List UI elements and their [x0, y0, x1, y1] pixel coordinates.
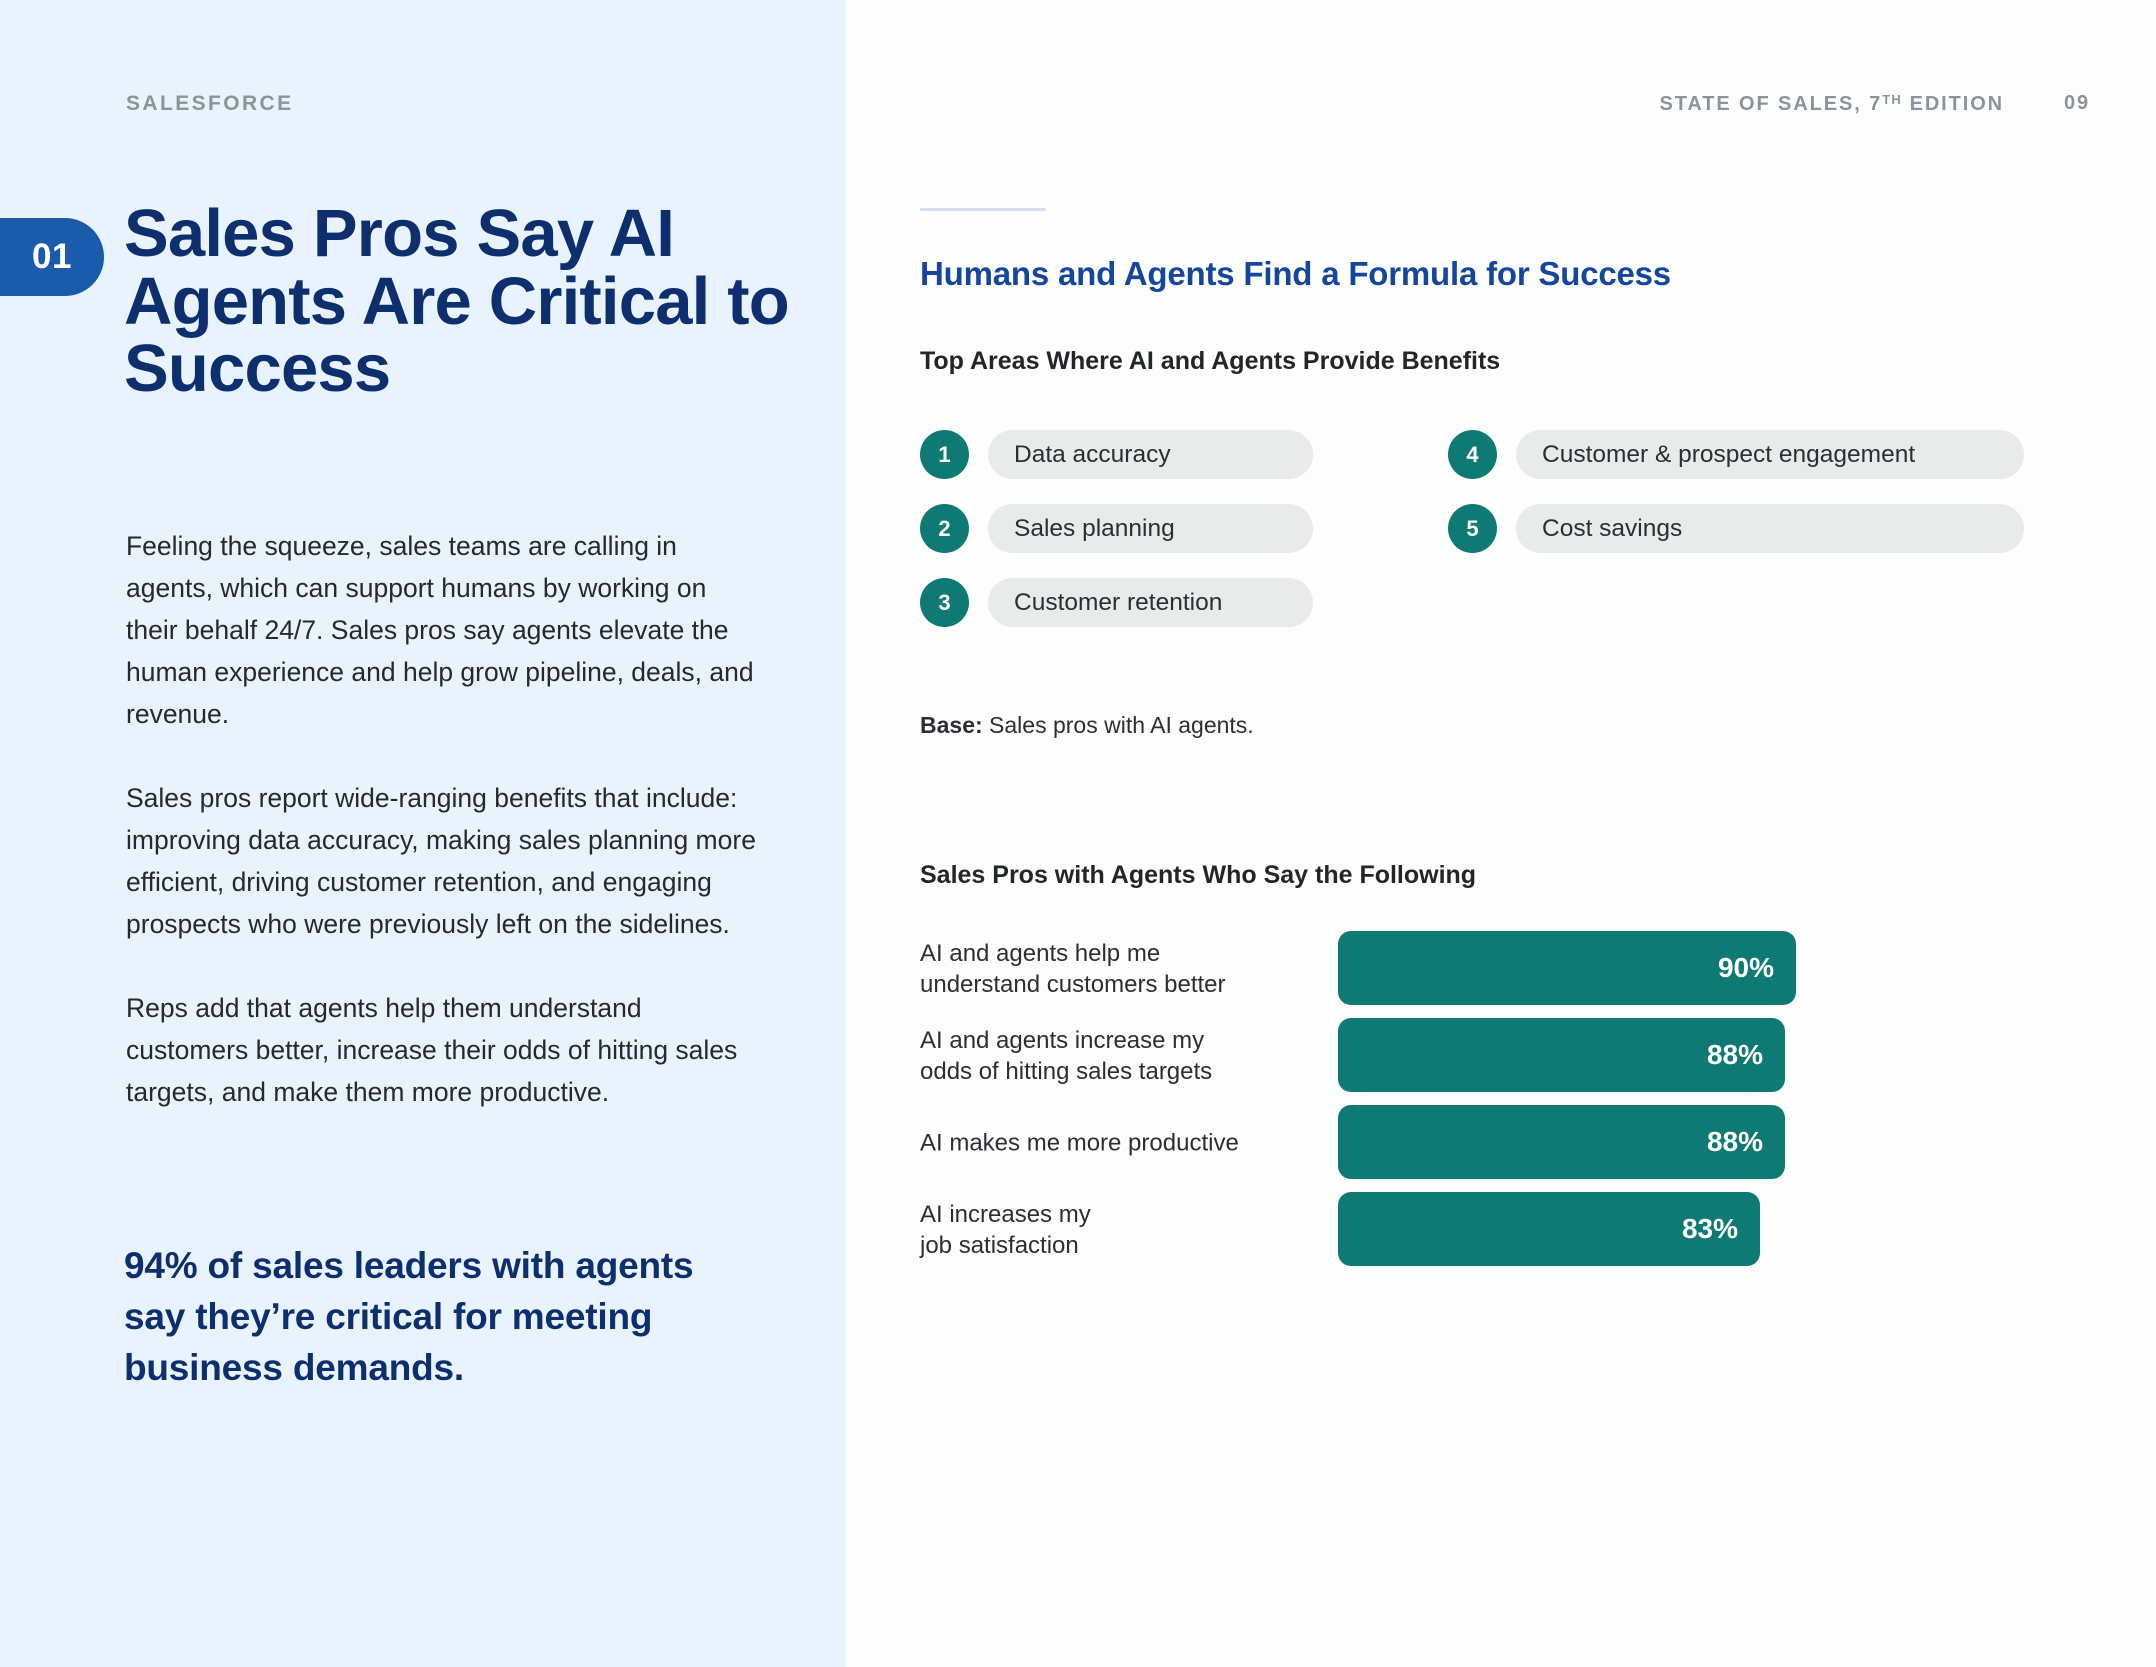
rank-number-label: 5: [1466, 515, 1479, 541]
rank-number-label: 4: [1466, 441, 1479, 467]
list-item: [1448, 430, 2024, 479]
base-note-text: Sales pros with AI agents.: [982, 712, 1254, 738]
bar-category-label: [920, 938, 1320, 1000]
bar-value-label: 90%: [1717, 952, 1774, 983]
rank-number-badge: [920, 504, 969, 553]
base-note: [920, 712, 1254, 739]
bar-label-line-1: AI increases my: [920, 1200, 1091, 1228]
rank-item-label: Customer & prospect engagement: [1516, 430, 2024, 479]
report-title-main: STATE OF SALES, 7: [1659, 93, 1883, 115]
page-title: Sales Pros Say AI Agents Are Critical to Success: [124, 196, 789, 407]
rank-number-badge: [920, 578, 969, 627]
bar-label-line-2: odds of hitting sales targets: [920, 1057, 1213, 1085]
bar-label-line-1: AI and agents increase my: [920, 1026, 1205, 1054]
bar-value-label: 83%: [1681, 1213, 1738, 1244]
brand-label: SALESFORCE: [126, 92, 294, 115]
rank-number-label: 1: [938, 441, 951, 467]
bar-track: [1338, 1099, 1998, 1186]
bar-track: [1338, 925, 1998, 1012]
ranked-list-title: Top Areas Where AI and Agents Provide Benefits: [920, 347, 1501, 375]
bar-fill: [1338, 931, 1796, 1005]
rank-item-label: Sales planning: [988, 504, 1313, 553]
bar-chart: [920, 925, 2070, 1273]
ranked-list-right: [1448, 430, 2024, 553]
bar-value-label: 88%: [1706, 1039, 1763, 1070]
bar-label-line-2: understand customers better: [920, 970, 1226, 998]
page-number: 09: [2063, 92, 2090, 114]
bar-category-label: [920, 1025, 1320, 1087]
rank-number-badge: [1448, 430, 1497, 479]
rank-item-label: Cost savings: [1516, 504, 2024, 553]
body-paragraph-1: Feeling the squeeze, sales teams are calling in agents, which can support humans by working on their behalf 24/7. Sales pros say agents elevate the human experience and help grow pipeline, deals, and revenue.: [126, 531, 754, 729]
bar-fill: [1338, 1192, 1760, 1266]
bar-label-line-1: AI and agents help me: [920, 939, 1161, 967]
list-item: [920, 504, 1313, 553]
report-title-ordinal: TH: [1882, 92, 1903, 107]
bar-label-line-2: job satisfaction: [920, 1231, 1079, 1259]
chart-title: Sales Pros with Agents Who Say the Following: [920, 861, 1477, 889]
ranked-list-left: [920, 430, 1313, 627]
chart-bar-row: [920, 1012, 2070, 1099]
list-item: [920, 430, 1313, 479]
rank-number-label: 3: [938, 589, 951, 615]
rank-number-label: 2: [938, 515, 951, 541]
bar-track: [1338, 1012, 1998, 1099]
report-title: [1659, 92, 2004, 116]
bar-label-line-1: AI makes me more productive: [920, 1129, 1239, 1156]
divider-rule: [920, 208, 1046, 211]
bar-fill: [1338, 1105, 1785, 1179]
chart-bar-row: [920, 1186, 2070, 1273]
body-paragraph-2: Sales pros report wide-ranging benefits that include: improving data accuracy, making sales planning more efficient, driving customer retention, and engaging prospects who were previously left on the sidelines.: [126, 783, 756, 939]
section-number-label: 01: [32, 237, 72, 276]
rank-item-label: Customer retention: [988, 578, 1313, 627]
section-title: Humans and Agents Find a Formula for Success: [920, 255, 1671, 292]
rank-number-badge: [920, 430, 969, 479]
bar-track: [1338, 1186, 1998, 1273]
rank-number-badge: [1448, 504, 1497, 553]
left-panel: [0, 0, 846, 1667]
bar-category-label: [920, 1127, 1320, 1158]
body-paragraph-3: Reps add that agents help them understand customers better, increase their odds of hitting sales targets, and make them more productive.: [126, 993, 738, 1107]
list-item: [1448, 504, 2024, 553]
bar-fill: [1338, 1018, 1785, 1092]
base-note-label: Base:: [920, 712, 983, 738]
chart-bar-row: [920, 1099, 2070, 1186]
report-title-suffix: EDITION: [1902, 93, 2004, 115]
right-panel: [846, 0, 2156, 1667]
section-number-badge: [0, 218, 104, 296]
list-item: [920, 578, 1313, 627]
bar-category-label: [920, 1199, 1320, 1261]
rank-item-label: Data accuracy: [988, 430, 1313, 479]
stat-callout: 94% of sales leaders with agents say they’re critical for meeting business demands.: [124, 1245, 694, 1388]
bar-value-label: 88%: [1706, 1126, 1763, 1157]
body-copy: [126, 525, 756, 1113]
chart-bar-row: [920, 925, 2070, 1012]
